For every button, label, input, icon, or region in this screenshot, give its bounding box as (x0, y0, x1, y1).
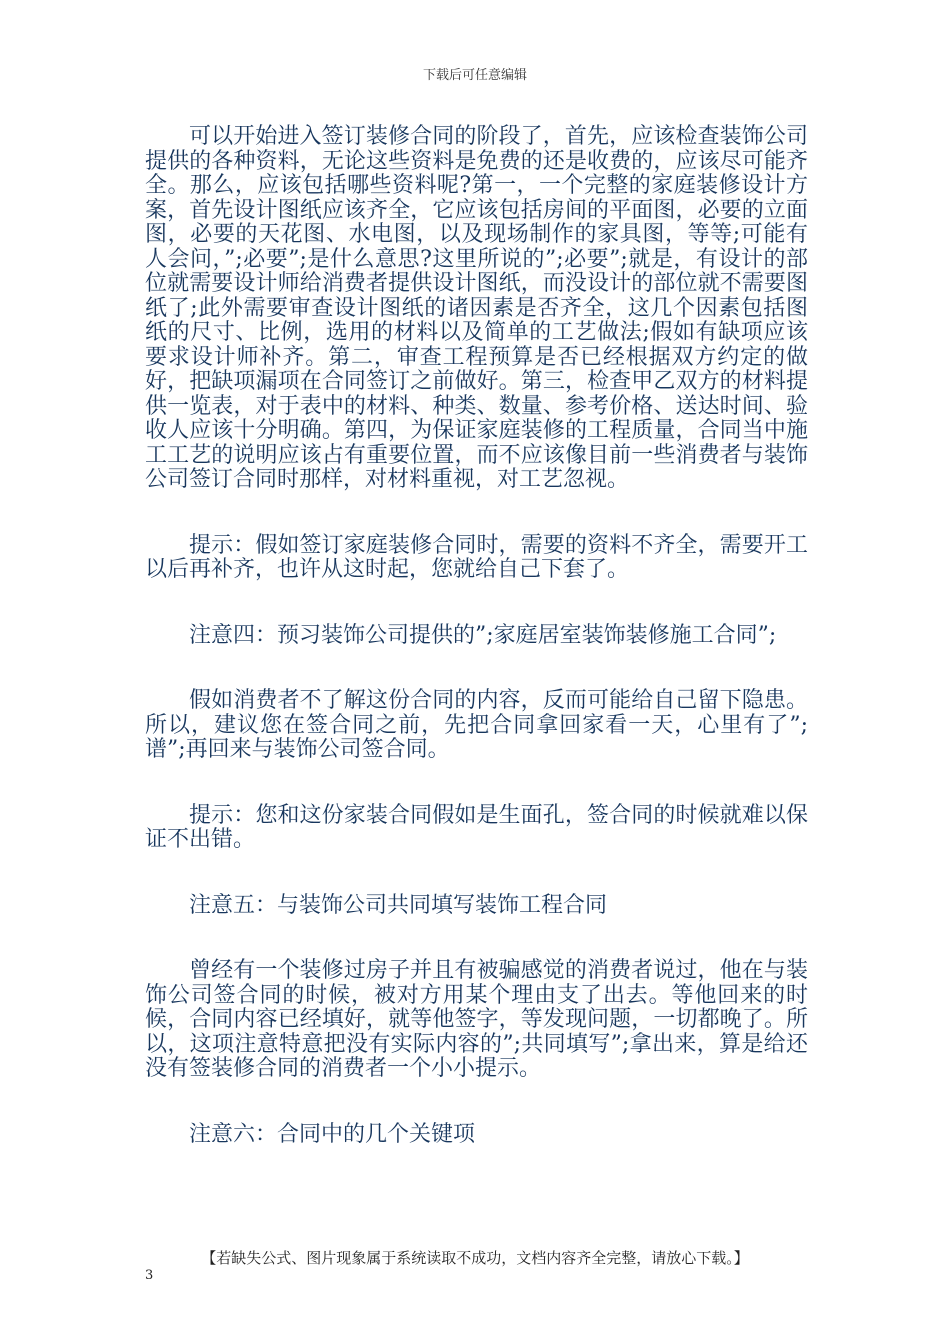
heading-note-four: 注意四：预习装饰公司提供的”;家庭居室装饰装修施工合同”; (189, 622, 777, 648)
paragraph-tip-incomplete-materials: 提示：假如签订家庭装修合同时，需要的资料不齐全，需要开工以后再补齐，也许从这时起，您就给自己下套了。 (145, 532, 808, 582)
paragraph-preview-contract: 假如消费者不了解这份合同的内容，反而可能给自己留下隐患。所以，建议您在签合同之前，先把合同拿回家看一天，心里有了”;谱”;再回来与装饰公司签合同。 (145, 688, 808, 762)
paragraph-tip-unfamiliar-contract: 提示：您和这份家装合同假如是生面孔，签合同的时候就难以保证不出错。 (145, 802, 808, 852)
page-header: 下载后可任意编辑 (422, 68, 527, 83)
paragraph-contract-materials: 可以开始进入签订装修合同的阶段了，首先，应该检查装饰公司提供的各种资料，无论这些资料是免费的还是收费的，应该尽可能齐全。那么，应该包括哪些资料呢?第一，一个完整的家庭装修设计方案，首先设计图纸应该齐全，它应该包括房间的平面图，必要的立面图，必要的天花图、水电图，以及现场制作的家具图，等等;可能有人会问，”;必要”;是什么意思?这里所说的”;必要”;就是，有设计的部位就需要设计师给消费者提供设计图纸，而没设计的部位就不需要图纸了;此外需要审查设计图纸的诸因素是否齐全，这几个因素包括图纸的尺寸、比例，选用的材料以及简单的工艺做法;假如有缺项应该要求设计师补齐。第二，审查工程预算是否已经根据双方约定的做好，把缺项漏项在合同签订之前做好。第三，检查甲乙双方的材料提供一览表，对于表中的材料、种类、数量、参考价格、送达时间、验收人应该十分明确。第四，为保证家庭装修的工程质量，合同当中施工工艺的说明应该占有重要位置，而不应该像目前一些消费者与装饰公司签订合同时那样，对材料重视，对工艺忽视。 (145, 124, 808, 492)
document-body (145, 125, 808, 1147)
paragraph-fill-together: 曾经有一个装修过房子并且有被骗感觉的消费者说过，他在与装饰公司签合同的时候，被对方用某个理由支了出去。等他回来的时候，合同内容已经填好，就等他签字，等发现问题，一切都晚了。所以，这项注意特意把没有实际内容的”;共同填写”;拿出来，算是给还没有签装修合同的消费者一个小小提示。 (145, 958, 808, 1081)
heading-note-six: 注意六：合同中的几个关键项 (189, 1121, 476, 1147)
footer-note: 【若缺失公式、图片现象属于系统读取不成功，文档内容齐全完整，请放心下载。】 (201, 1249, 749, 1267)
heading-note-five: 注意五：与装饰公司共同填写装饰工程合同 (189, 892, 608, 918)
page-number: 3 (145, 1268, 154, 1283)
